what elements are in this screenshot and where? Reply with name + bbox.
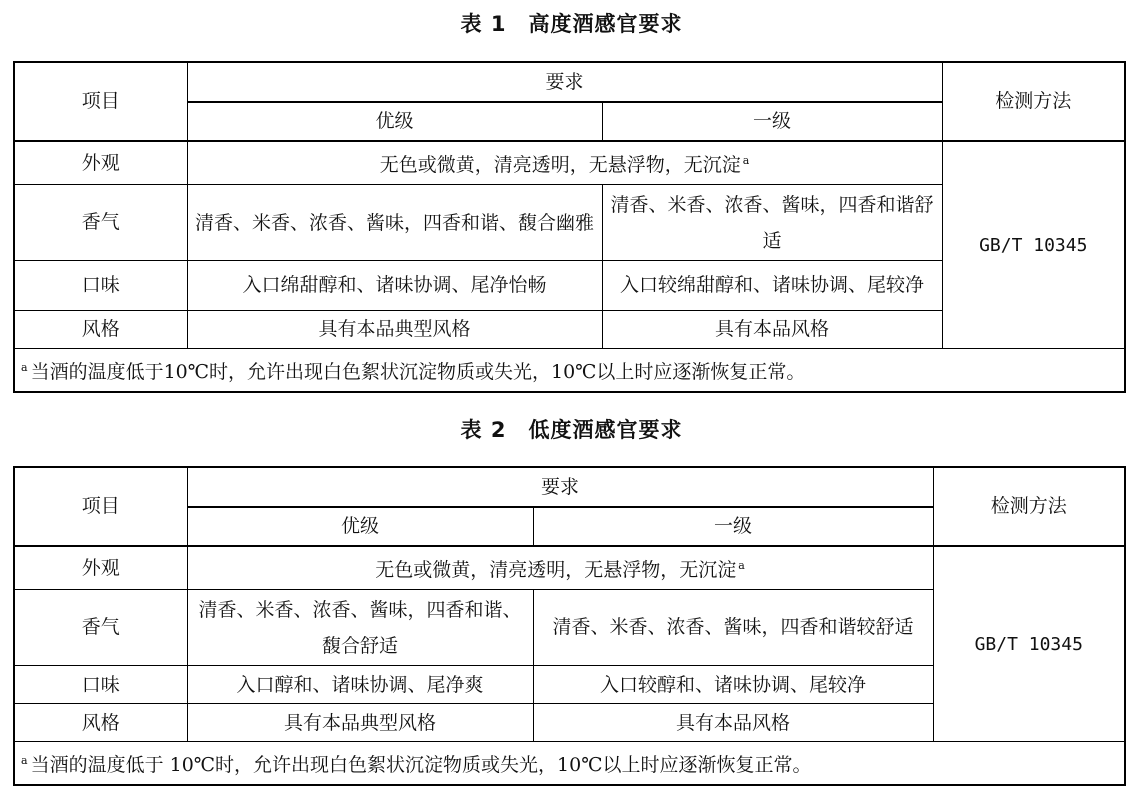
column-header-item: 项目 bbox=[14, 467, 187, 546]
aroma-first-grade: 清香、米香、浓香、酱味，四香和谐舒适 bbox=[602, 185, 942, 261]
table-1-number: 表 1 bbox=[460, 12, 507, 36]
appearance-value: 无色或微黄，清亮透明，无悬浮物，无沉淀 bbox=[375, 559, 737, 581]
method-value: GB/T 10345 bbox=[942, 141, 1125, 349]
row-label-appearance: 外观 bbox=[14, 546, 187, 590]
taste-first-grade: 入口较绵甜醇和、诸味协调、尾较净 bbox=[602, 261, 942, 311]
row-label-taste: 口味 bbox=[14, 666, 187, 704]
row-label-style: 风格 bbox=[14, 311, 187, 349]
footnote-mark: a bbox=[21, 361, 28, 374]
column-header-item: 项目 bbox=[14, 62, 187, 141]
table-1-caption bbox=[0, 8, 1143, 38]
style-first-grade: 具有本品风格 bbox=[533, 704, 933, 742]
column-header-method: 检测方法 bbox=[933, 467, 1125, 546]
column-header-first-grade: 一级 bbox=[533, 507, 933, 546]
style-excellent: 具有本品典型风格 bbox=[187, 704, 533, 742]
taste-excellent: 入口绵甜醇和、诸味协调、尾净怡畅 bbox=[187, 261, 602, 311]
appearance-value-cell bbox=[187, 546, 933, 590]
footnote-text: 当酒的温度低于10℃时，允许出现白色絮状沉淀物质或失光，10℃以上时应逐渐恢复正常。 bbox=[30, 361, 806, 383]
column-header-excellent: 优级 bbox=[187, 507, 533, 546]
footnote-text: 当酒的温度低于 10℃时，允许出现白色絮状沉淀物质或失光，10℃以上时应逐渐恢复正常。 bbox=[30, 754, 812, 776]
row-label-aroma: 香气 bbox=[14, 185, 187, 261]
table-2-caption bbox=[0, 414, 1143, 444]
taste-first-grade: 入口较醇和、诸味协调、尾较净 bbox=[533, 666, 933, 704]
taste-excellent: 入口醇和、诸味协调、尾净爽 bbox=[187, 666, 533, 704]
table-2-title: 低度酒感官要求 bbox=[528, 418, 683, 442]
aroma-excellent: 清香、米香、浓香、酱味，四香和谐、馥合幽雅 bbox=[187, 185, 602, 261]
table-1-footnote bbox=[14, 349, 1125, 393]
aroma-excellent: 清香、米香、浓香、酱味，四香和谐、馥合舒适 bbox=[187, 590, 533, 666]
column-header-requirement: 要求 bbox=[187, 62, 942, 102]
table-1-title: 高度酒感官要求 bbox=[528, 12, 683, 36]
method-value: GB/T 10345 bbox=[933, 546, 1125, 742]
style-excellent: 具有本品典型风格 bbox=[187, 311, 602, 349]
table-2-number: 表 2 bbox=[460, 418, 507, 442]
footnote-mark: a bbox=[742, 154, 750, 167]
column-header-requirement: 要求 bbox=[187, 467, 933, 507]
row-label-appearance: 外观 bbox=[14, 141, 187, 185]
style-first-grade: 具有本品风格 bbox=[602, 311, 942, 349]
row-label-taste: 口味 bbox=[14, 261, 187, 311]
table-2 bbox=[13, 466, 1126, 786]
column-header-method: 检测方法 bbox=[942, 62, 1125, 141]
column-header-first-grade: 一级 bbox=[602, 102, 942, 141]
table-2-footnote bbox=[14, 742, 1125, 786]
footnote-mark: a bbox=[738, 559, 745, 572]
aroma-first-grade: 清香、米香、浓香、酱味，四香和谐较舒适 bbox=[533, 590, 933, 666]
footnote-mark: a bbox=[21, 754, 28, 767]
appearance-value: 无色或微黄，清亮透明，无悬浮物，无沉淀 bbox=[379, 154, 741, 176]
appearance-value-cell bbox=[187, 141, 942, 185]
row-label-aroma: 香气 bbox=[14, 590, 187, 666]
row-label-style: 风格 bbox=[14, 704, 187, 742]
table-1 bbox=[13, 61, 1126, 393]
column-header-excellent: 优级 bbox=[187, 102, 602, 141]
